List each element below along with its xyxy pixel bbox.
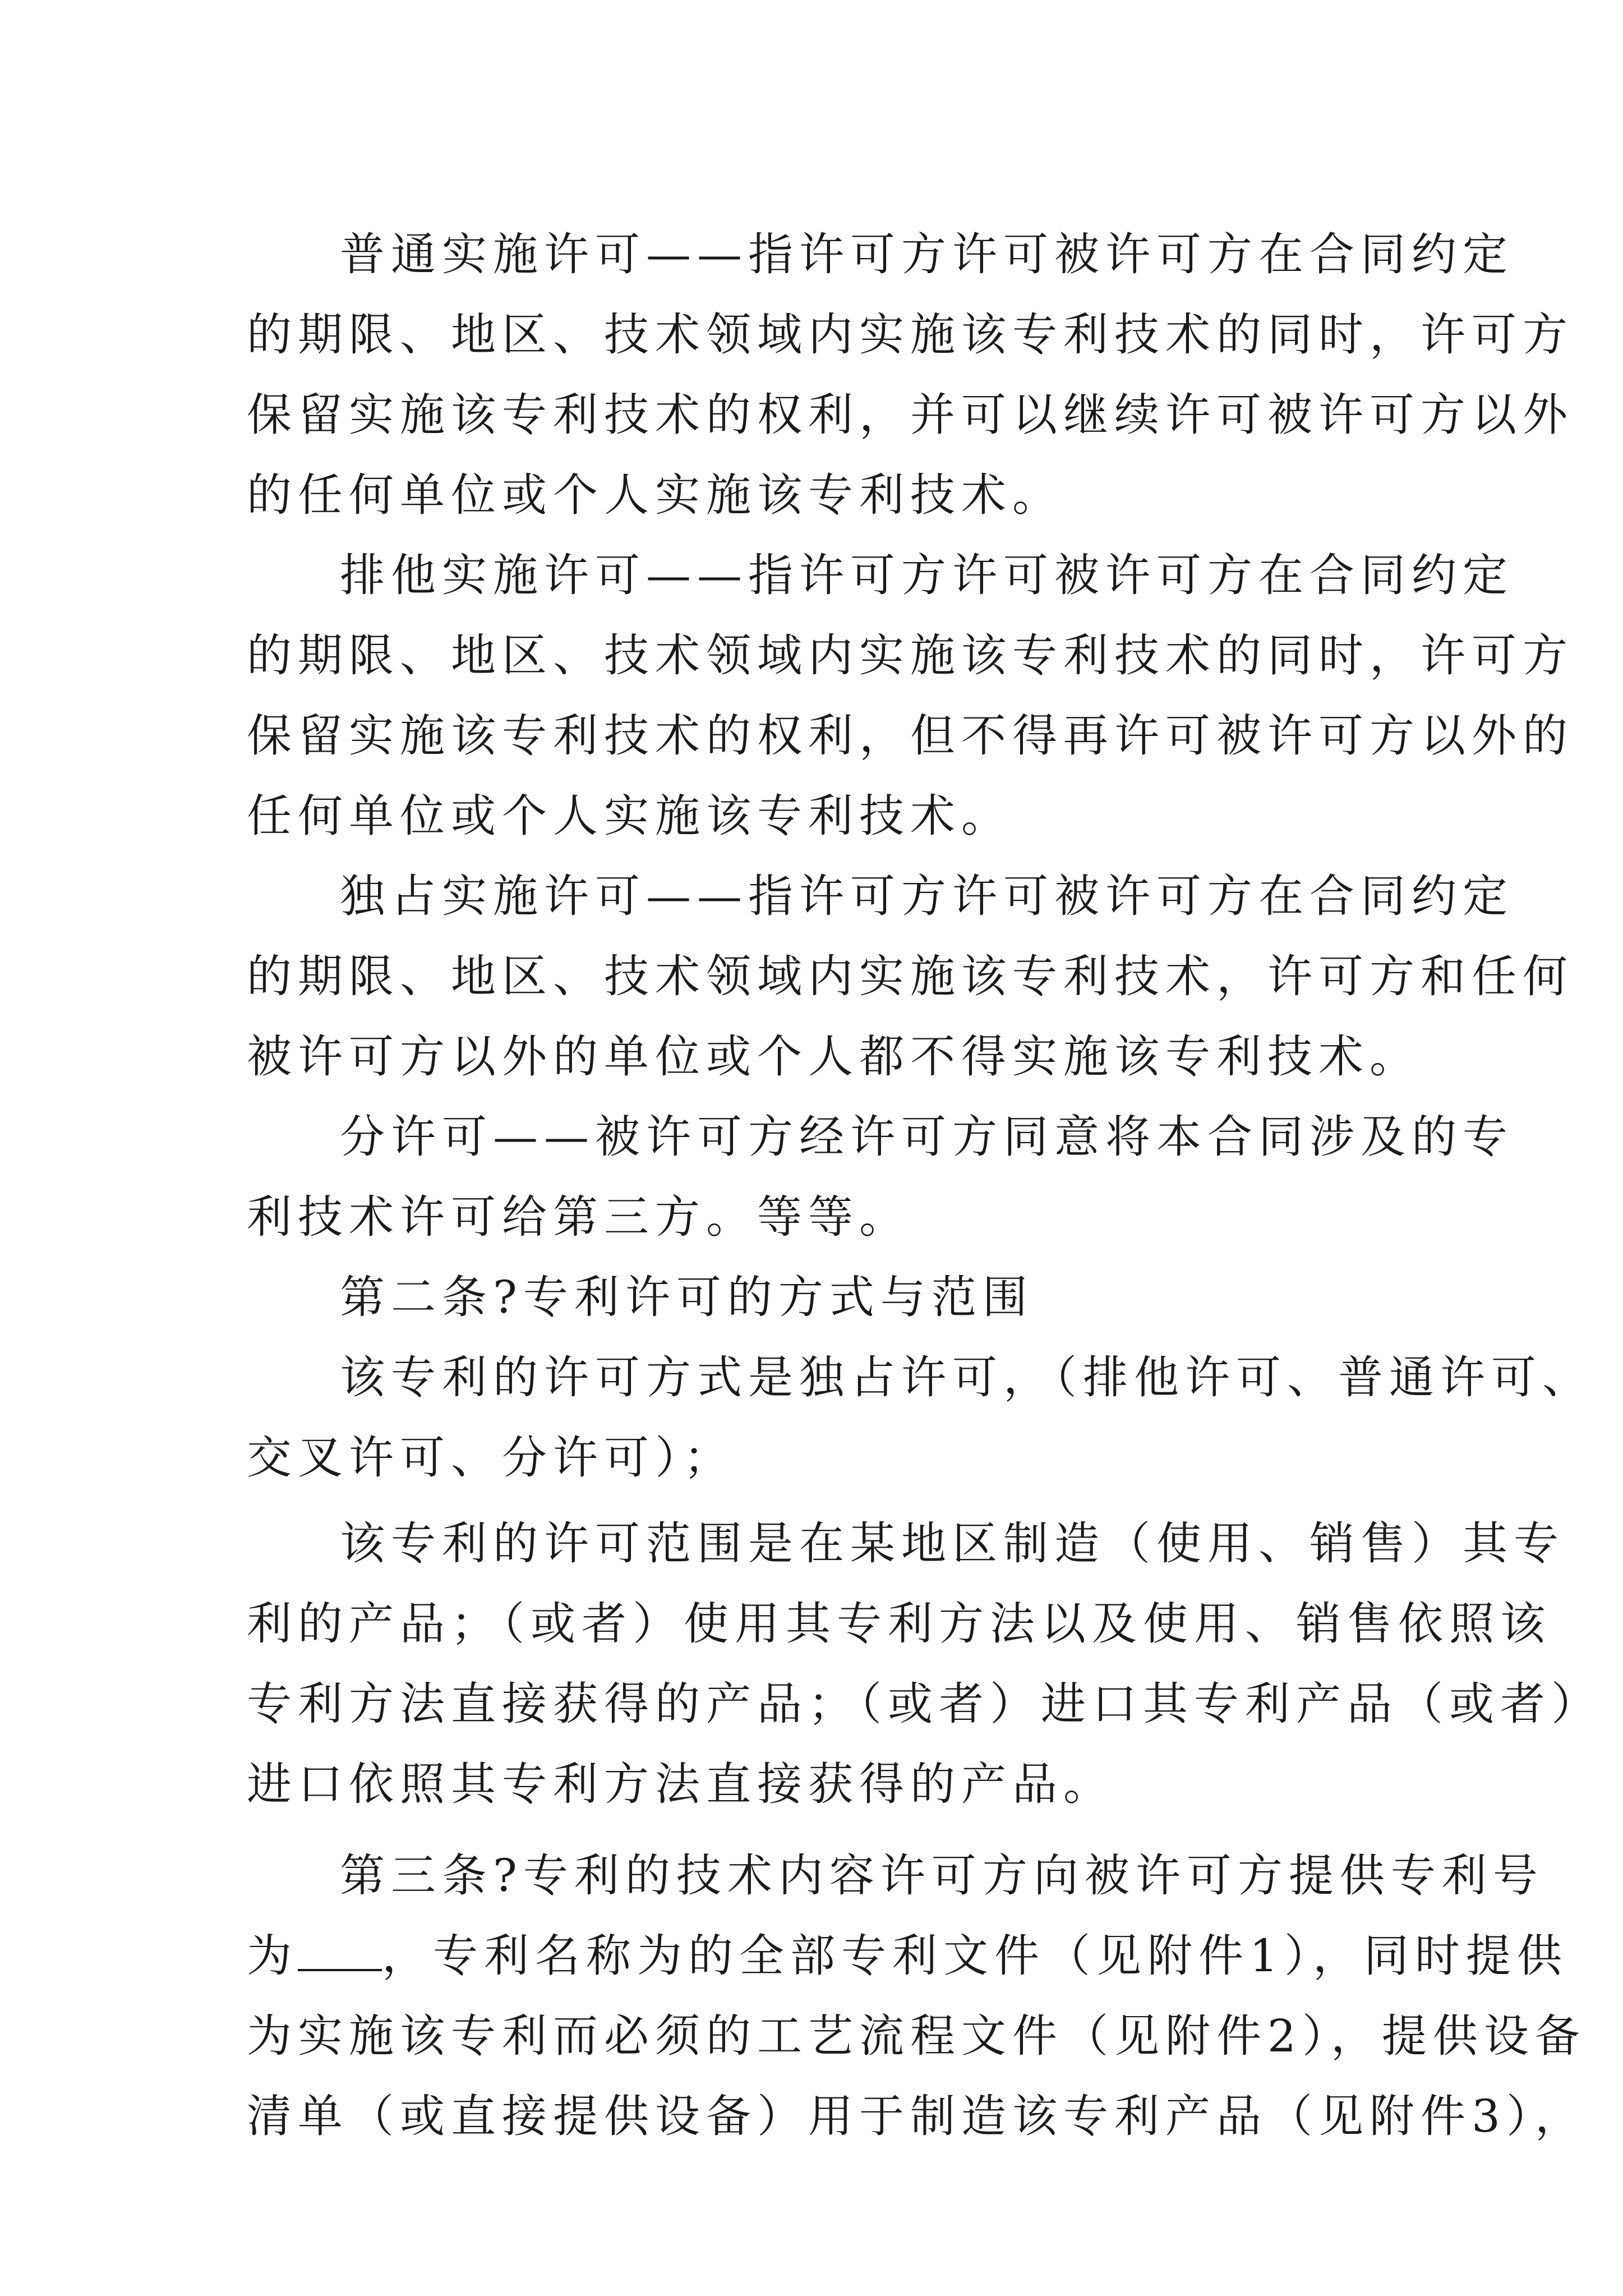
article-2-heading bbox=[247, 1257, 1368, 1337]
text-line: 进口依照其专利方法直接获得的产品。 bbox=[247, 1758, 1114, 1810]
text-line: 保留实施该专利技术的权利，并可以继续许可被许可方以外 bbox=[247, 389, 1574, 441]
text-line: 专利方法直接获得的产品；（或者）进口其专利产品（或者） bbox=[247, 1678, 1602, 1730]
text-line: 的期限、地区、技术领域内实施该专利技术的同时，许可方 bbox=[247, 309, 1574, 361]
text-line bbox=[247, 1916, 1568, 1996]
paragraph-exclusive-license bbox=[247, 535, 1574, 856]
paragraph-sole-license bbox=[247, 856, 1574, 1097]
document-body bbox=[247, 214, 1602, 2156]
text-line: 分许可——被许可方经许可方同意将本合同涉及的专 bbox=[340, 1111, 1514, 1163]
text-line: 保留实施该专利技术的权利，但不得再许可被许可方以外的 bbox=[247, 710, 1574, 762]
text-line: 该专利的许可范围是在某地区制造（使用、销售）其专 bbox=[340, 1517, 1565, 1570]
text-line: 交叉许可、分许可）； bbox=[247, 1432, 735, 1484]
text-line: 普通实施许可——指许可方许可被许可方在合同约定 bbox=[340, 228, 1514, 280]
text-line: 的任何单位或个人实施该专利技术。 bbox=[247, 469, 1063, 521]
text-line: 利技术许可给第三方。等等。 bbox=[247, 1191, 910, 1243]
blank-field-patent-number bbox=[298, 1935, 382, 1971]
text-line: 独占实施许可——指许可方许可被许可方在合同约定 bbox=[340, 870, 1514, 922]
text-line: 第二条?专利许可的方式与范围 bbox=[340, 1271, 1034, 1323]
text-line: 被许可方以外的单位或个人都不得实施该专利技术。 bbox=[247, 1030, 1421, 1083]
text-line: 的期限、地区、技术领域内实施该专利技术，许可方和任何 bbox=[247, 950, 1574, 1002]
text-line: 任何单位或个人实施该专利技术。 bbox=[247, 790, 1012, 842]
text-line: 的期限、地区、技术领域内实施该专利技术的同时，许可方 bbox=[247, 629, 1574, 682]
text-line: 排他实施许可——指许可方许可被许可方在合同约定 bbox=[340, 549, 1514, 601]
paragraph-ordinary-license bbox=[247, 214, 1574, 535]
paragraph-sub-license bbox=[247, 1097, 1514, 1257]
text-line: 利的产品；（或者）使用其专利方法以及使用、销售依照该 bbox=[247, 1598, 1551, 1650]
text-fragment: 为 bbox=[247, 1930, 298, 1982]
text-line: 第三条?专利的技术内容许可方向被许可方提供专利号 bbox=[340, 1849, 1544, 1902]
paragraph-article-3 bbox=[247, 1835, 1586, 2156]
paragraph-license-scope bbox=[247, 1503, 1602, 1824]
text-line: 清单（或直接提供设备）用于制造该专利产品（见附件3）， bbox=[247, 2090, 1586, 2142]
text-fragment: ，专利名称为的全部专利文件（见附件1），同时提供 bbox=[382, 1930, 1568, 1982]
text-line: 该专利的许可方式是独占许可，（排他许可、普通许可、 bbox=[340, 1351, 1593, 1404]
paragraph-license-mode bbox=[247, 1337, 1593, 1498]
text-line: 为实施该专利而必须的工艺流程文件（见附件2），提供设备 bbox=[247, 2010, 1586, 2062]
